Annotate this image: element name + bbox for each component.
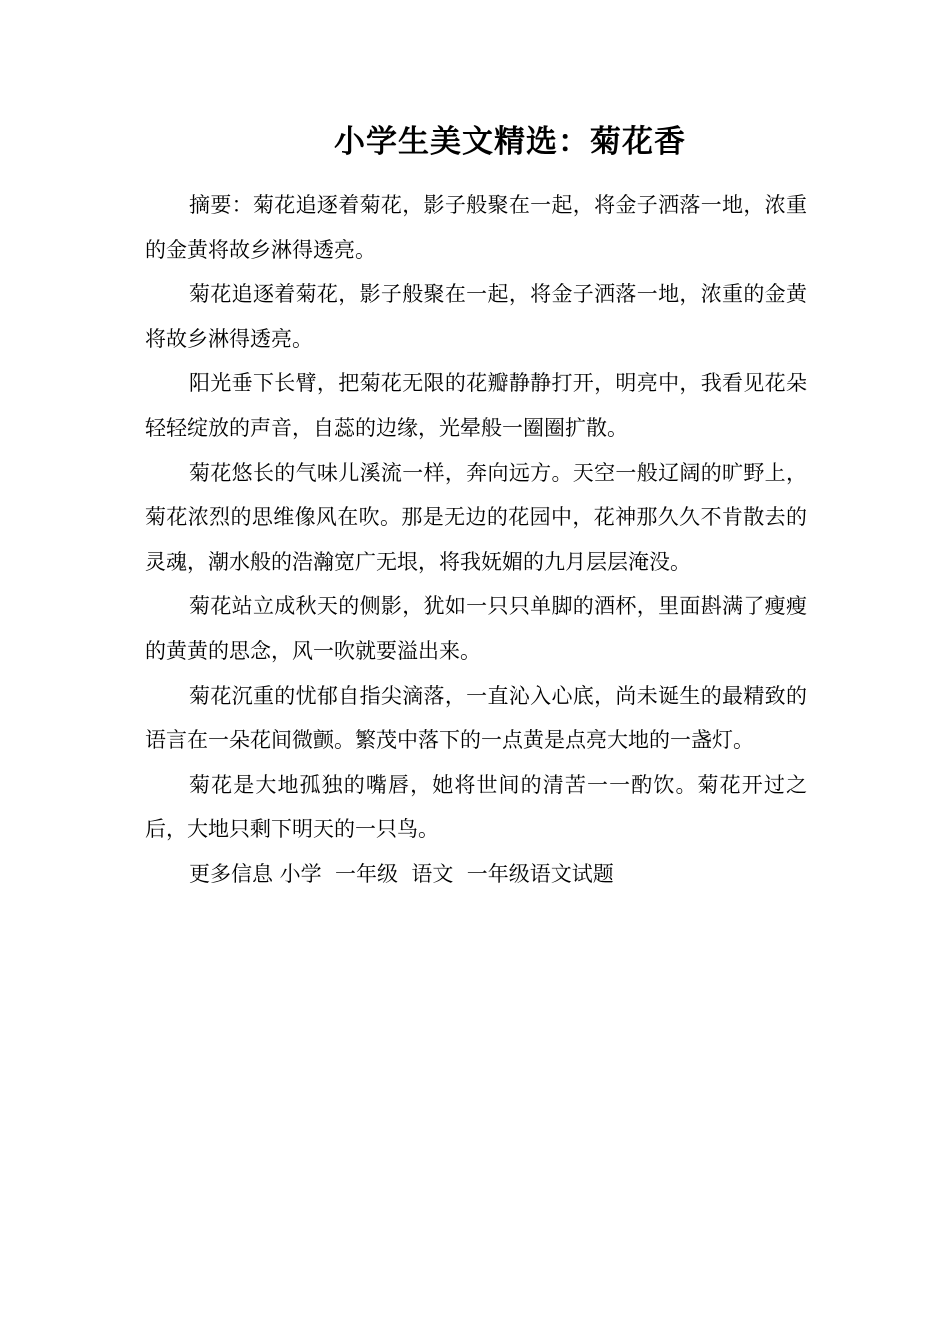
body-paragraph: 阳光垂下长臂，把菊花无限的花瓣静静打开，明亮中，我看见花朵轻轻绽放的声音，自蕊的边缘，光晕般一圈圈扩散。: [145, 371, 807, 440]
body-paragraph: 菊花是大地孤独的嘴唇，她将世间的清苦一一酌饮。菊花开过之后，大地只剩下明天的一只鸟。: [145, 772, 807, 842]
body-paragraph: 菊花悠长的气味儿溪流一样，奔向远方。天空一般辽阔的旷野上，菊花浓烈的思维像风在吹。那是无边的花园中，花神那久久不肯散去的灵魂，潮水般的浩瀚宽广无垠，将我妩媚的九月层层淹没。: [145, 460, 807, 574]
body-paragraph: 菊花追逐着菊花，影子般聚在一起，将金子洒落一地，浓重的金黄将故乡淋得透亮。: [145, 282, 807, 351]
body-paragraph: 菊花沉重的忧郁自指尖滴落，一直沁入心底，尚未诞生的最精致的语言在一朵花间微颤。繁茂中落下的一点黄是点亮大地的一盏灯。: [145, 683, 807, 753]
body-paragraph: 菊花站立成秋天的侧影，犹如一只只单脚的酒杯，里面斟满了瘦瘦的黄黄的思念，风一吹就要溢出来。: [145, 594, 807, 663]
document-title: 小学生美文精选：菊花香: [334, 124, 686, 160]
summary-paragraph: 摘要：菊花追逐着菊花，影子般聚在一起，将金子洒落一地，浓重的金黄将故乡淋得透亮。: [145, 193, 807, 262]
document-body: [145, 183, 807, 897]
more-info-line: 更多信息 小学 一年级 语文 一年级语文试题: [189, 861, 614, 886]
